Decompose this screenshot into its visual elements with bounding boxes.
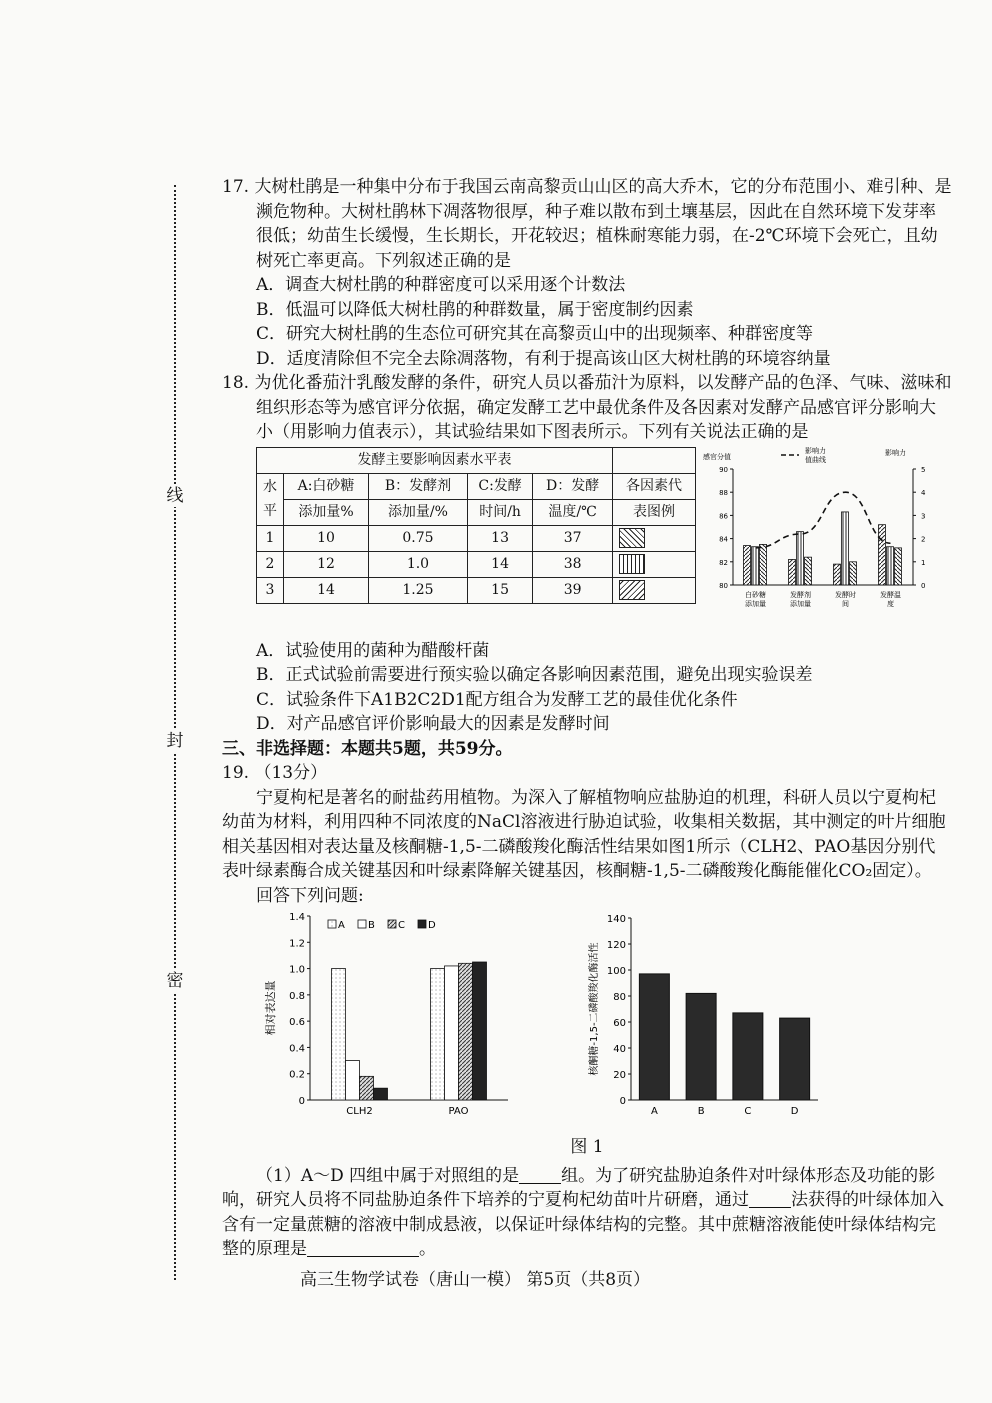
binding-mark-seal: 封	[164, 730, 186, 752]
y-tick-label: 90	[719, 465, 728, 474]
binding-mark-line: 线	[164, 485, 186, 507]
exam-content	[222, 175, 952, 1262]
right-axis-label: 影响力	[885, 448, 906, 457]
cell-b: 1.0	[369, 551, 468, 577]
y-tick-label: 60	[613, 1018, 626, 1029]
q17-option-b: B．低温可以降低大树杜鹃的种群数量，属于密度制约因素	[256, 299, 694, 320]
y-tick-label: 0.8	[289, 990, 305, 1002]
answer-blank-1[interactable]	[519, 1165, 561, 1184]
q18-figure	[256, 447, 952, 637]
header-a1: A:白砂糖	[284, 473, 369, 499]
bar	[686, 993, 716, 1100]
y-tick-label: 0	[619, 1096, 626, 1107]
left-axis-label: 感官分值	[703, 452, 731, 461]
answer-blank-3[interactable]	[307, 1238, 419, 1257]
x-tick-label: CLH2	[346, 1106, 373, 1117]
q18-option-a: A．试验使用的菌种为醋酸杆菌	[256, 640, 490, 661]
figure-1	[258, 908, 952, 1133]
q17-stem: 17. 大树杜鹃是一种集中分布于我国云南高黎贡山山区的高大乔木，它的分布范围小、难引种、是濒危物种。大树杜鹃林下凋落物很厚，种子难以散布到土壤基层，因此在自然环境下发芽率很低；幼苗生长缓慢，生长期长，开花较迟；植株耐寒能力弱，在-2℃环境下会死亡，且幼树死亡率更高。下列叙述正确的是	[222, 177, 952, 271]
table-row	[257, 525, 696, 551]
x-tick-label: 发酵温	[880, 590, 901, 599]
legend-swatch-3	[619, 580, 645, 600]
legend-swatch	[358, 920, 366, 928]
influence-line	[756, 492, 891, 548]
cell-level: 3	[257, 577, 284, 603]
q19-part1: （1）A～D 四组中属于对照组的是 组。为了研究盐胁迫条件对叶绿体形态及功能的影响，研究人员将不同盐胁迫条件下培养的宁夏枸杞幼苗叶片研磨，通过 法获得的叶绿体加入含有一定量蔗糖的溶液中制成悬液，以保证叶绿体结构的完整。其中蔗糖溶液能使叶绿体结构完整的原理是 。	[222, 1165, 944, 1259]
y-tick-label: 1.0	[289, 964, 305, 976]
bar	[797, 531, 804, 584]
cell-a: 12	[284, 551, 369, 577]
cell-b: 0.75	[369, 525, 468, 551]
header-e2: 表图例	[613, 499, 696, 525]
table-row	[257, 577, 696, 603]
answer-blank-2[interactable]	[749, 1189, 791, 1208]
q18-option-d: D．对产品感官评价影响最大的因素是发酵时间	[256, 714, 610, 734]
binding-line	[166, 185, 184, 1280]
y2-tick-label: 4	[921, 488, 926, 497]
x-tick-label: 白砂糖	[745, 590, 766, 599]
bar	[895, 547, 902, 584]
y-axis-label: 核酮糖-1,5-二磷酸羧化酶活性	[589, 942, 600, 1076]
bar	[332, 969, 346, 1100]
header-level: 水平	[257, 473, 284, 525]
y-tick-label: 80	[719, 581, 728, 590]
bar	[842, 511, 849, 584]
header-d2: 温度/℃	[533, 499, 613, 525]
y-tick-label: 120	[606, 940, 626, 951]
legend-label: A	[338, 920, 345, 931]
enzyme-activity-chart	[583, 908, 823, 1130]
bar	[459, 963, 473, 1100]
bar	[805, 557, 812, 585]
legend-swatch-1	[619, 528, 645, 548]
relative-expression-chart	[258, 908, 518, 1130]
y-tick-label: 1.2	[289, 938, 305, 950]
table-row	[257, 551, 696, 577]
figure-caption: 图 1	[570, 1137, 604, 1157]
cell-b: 1.25	[369, 577, 468, 603]
y-tick-label: 0	[298, 1096, 305, 1107]
legend-line-label-2: 值曲线	[805, 455, 826, 464]
q19-paragraph: 宁夏枸杞是著名的耐盐药用植物。为深入了解植物响应盐胁迫的机理，科研人员以宁夏枸杞幼苗为材料，利用四种不同浓度的NaCl溶液进行胁迫试验，收集相关数据，其中测定的叶片细胞相关基因相对表达量及核酮糖-1,5-二磷酸羧化酶活性结果如图1所示（CLH2、PAO基因分别代表叶绿素酶合成关键基因和叶绿素降解关键基因，核酮糖-1,5-二磷酸羧化酶能催化CO₂固定）。	[222, 787, 946, 881]
bar	[760, 544, 767, 585]
y-tick-label: 40	[613, 1044, 626, 1055]
x-tick-label: PAO	[448, 1106, 469, 1117]
cell-c: 13	[467, 525, 532, 551]
y2-tick-label: 1	[921, 558, 926, 567]
x-tick-label-2: 添加量	[790, 599, 811, 608]
bar	[850, 561, 857, 584]
q17-option-a: A．调查大树杜鹃的种群密度可以采用逐个计数法	[256, 275, 626, 295]
x-tick-label: A	[650, 1106, 658, 1117]
legend-swatch	[388, 920, 396, 928]
cell-d: 39	[533, 577, 613, 603]
binding-mark-secret: 密	[164, 970, 186, 992]
y-tick-label: 0.6	[289, 1017, 305, 1029]
y-tick-label: 88	[719, 488, 728, 497]
header-e1: 各因素代	[613, 473, 696, 499]
y2-tick-label: 0	[921, 581, 926, 590]
bar	[780, 1018, 810, 1100]
header-c2: 时间/h	[467, 499, 532, 525]
header-c1: C:发酵	[467, 473, 532, 499]
y-tick-label: 0.2	[289, 1069, 305, 1081]
legend-swatch	[328, 920, 336, 928]
x-tick-label-2: 添加量	[745, 599, 766, 608]
x-tick-label: 发酵时	[835, 590, 856, 599]
section-3-heading: 三、非选择题：本题共5题，共59分。	[222, 738, 513, 759]
header-d1: D：发酵	[533, 473, 613, 499]
x-tick-label: D	[790, 1106, 799, 1117]
cell-c: 15	[467, 577, 532, 603]
y-tick-label: 80	[613, 992, 626, 1003]
y2-tick-label: 5	[921, 465, 926, 474]
legend-label: B	[368, 920, 375, 931]
cell-level: 2	[257, 551, 284, 577]
bar	[473, 962, 487, 1100]
y-tick-label: 86	[719, 511, 728, 520]
legend-swatch-cell	[613, 551, 696, 577]
x-tick-label: B	[697, 1106, 705, 1117]
bar	[374, 1088, 388, 1100]
bar	[733, 1013, 763, 1100]
q18-option-b: B．正式试验前需要进行预实验以确定各影响因素范围，避免出现实验误差	[256, 665, 813, 685]
q18-option-c: C．试验条件下A1B2C2D1配方组合为发酵工艺的最佳优化条件	[256, 689, 738, 710]
factor-table-title: 发酵主要影响因素水平表	[257, 447, 613, 473]
y-tick-label: 140	[606, 914, 626, 925]
bar	[834, 564, 841, 585]
q17-option-c: C．研究大树杜鹃的生态位可研究其在高黎贡山中的出现频率、种群密度等	[256, 324, 814, 344]
q19-number: 19. （13分）	[222, 763, 328, 783]
y-tick-label: 1.4	[289, 912, 305, 923]
header-b1: B：发酵剂	[369, 473, 468, 499]
q19-answer-prompt: 回答下列问题:	[256, 885, 364, 906]
y-tick-label: 82	[719, 558, 728, 567]
influence-chart	[701, 447, 951, 632]
x-tick-label: 发酵剂	[790, 590, 811, 599]
bar	[445, 966, 459, 1100]
bar	[887, 546, 894, 584]
x-tick-label-2: 度	[887, 599, 894, 608]
header-a2: 添加量%	[284, 499, 369, 525]
cell-d: 38	[533, 551, 613, 577]
legend-label: D	[428, 920, 436, 931]
bar	[752, 546, 759, 584]
y-tick-label: 20	[613, 1070, 626, 1081]
cell-a: 14	[284, 577, 369, 603]
legend-swatch	[418, 920, 426, 928]
legend-swatch-cell	[613, 577, 696, 603]
page-footer: 高三生物学试卷（唐山一模） 第5页（共8页）	[300, 1270, 651, 1290]
bar	[639, 974, 669, 1100]
y-tick-label: 0.4	[289, 1043, 305, 1055]
x-tick-label: C	[744, 1106, 752, 1117]
cell-c: 14	[467, 551, 532, 577]
legend-swatch-cell	[613, 525, 696, 551]
y-tick-label: 100	[606, 966, 626, 977]
y2-tick-label: 3	[921, 511, 926, 520]
bar	[744, 545, 751, 584]
y-tick-label: 84	[719, 535, 728, 544]
bar	[789, 559, 796, 585]
bar	[431, 969, 445, 1100]
y-axis-label: 相对表达量	[264, 980, 277, 1036]
header-b2: 添加量/%	[369, 499, 468, 525]
bar	[879, 524, 886, 584]
x-tick-label-2: 间	[842, 599, 849, 608]
q18-stem: 18. 为优化番茄汁乳酸发酵的条件，研究人员以番茄汁为原料，以发酵产品的色泽、气味、滋味和组织形态等为感官评分依据，确定发酵工艺中最优条件及各因素对发酵产品感官评分影响大小（用影响力值表示），其试验结果如下图表所示。下列有关说法正确的是	[222, 373, 952, 442]
legend-swatch-2	[619, 554, 645, 574]
bar	[346, 1061, 360, 1100]
cell-d: 37	[533, 525, 613, 551]
legend-line-label: 影响力	[805, 446, 826, 455]
cell-a: 10	[284, 525, 369, 551]
y2-tick-label: 2	[921, 535, 926, 544]
legend-label: C	[398, 920, 405, 931]
q17-option-d: D．适度清除但不完全去除凋落物，有利于提高该山区大树杜鹃的环境容纳量	[256, 348, 831, 369]
factor-table	[256, 447, 696, 604]
cell-level: 1	[257, 525, 284, 551]
bar	[360, 1076, 374, 1100]
